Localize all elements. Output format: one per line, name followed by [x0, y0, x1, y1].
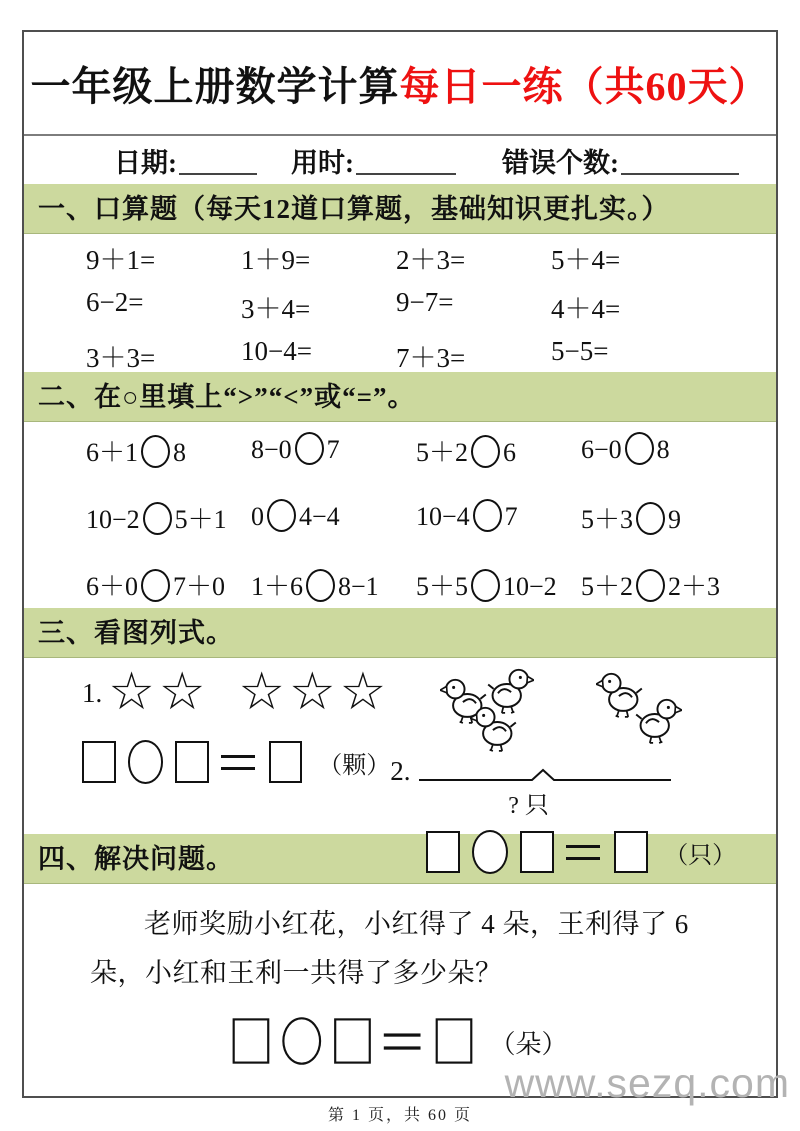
answer-box[interactable] — [269, 741, 303, 783]
oral-problem: 6−2= — [86, 286, 144, 317]
time-blank[interactable] — [356, 145, 456, 175]
unit-label: （朵） — [489, 1030, 568, 1060]
operator-circle[interactable] — [471, 569, 500, 602]
pictorial-item-1 — [82, 664, 391, 834]
underbrace — [416, 767, 674, 783]
equation-template-3 — [0, 1017, 800, 1065]
answer-box[interactable] — [82, 741, 116, 783]
oral-problem: 10−4= — [241, 335, 312, 366]
errors-label: 错误个数: — [502, 147, 619, 178]
operator-box[interactable] — [282, 1017, 321, 1065]
oral-problem: 4＋4= — [551, 293, 621, 324]
star-icon: ☆ — [288, 664, 340, 721]
oral-problem: 5−5= — [551, 335, 609, 366]
solve-section — [24, 884, 790, 1106]
section2-header: 二、在○里填上“>”“<”或“=”。 — [24, 372, 776, 422]
star-icon: ☆ — [238, 664, 289, 721]
oral-problem: 2＋3= — [396, 244, 466, 275]
equation-template-2 — [426, 830, 752, 874]
oral-problems-grid — [24, 234, 776, 372]
section3-header: 三、看图列式。 — [24, 608, 776, 658]
compare-problem: 5＋2 2＋3 — [581, 566, 746, 603]
answer-box[interactable] — [334, 1019, 371, 1064]
date-blank[interactable] — [179, 145, 257, 175]
page-footer: 第 1 页，共 60 页 — [327, 1107, 472, 1124]
equals-sign — [384, 1033, 421, 1049]
unit-label: （颗） — [318, 752, 391, 779]
operator-circle[interactable] — [141, 435, 170, 468]
operator-circle[interactable] — [636, 502, 665, 535]
watermark: www.sezq.com — [504, 1060, 790, 1106]
equation-template-1 — [82, 740, 390, 784]
chick-picture — [426, 670, 752, 756]
compare-problem: 6−0 8 — [581, 432, 746, 469]
operator-box[interactable] — [128, 740, 164, 784]
time-label: 用时: — [291, 147, 354, 178]
oral-problem: 9＋1= — [86, 244, 156, 275]
oral-problem: 3＋4= — [241, 293, 311, 324]
item-number: 1. — [82, 677, 103, 708]
operator-circle[interactable] — [625, 432, 654, 465]
compare-problem: 1＋6 8−1 — [251, 566, 416, 603]
compare-problem: 6＋0 7＋0 — [86, 566, 251, 603]
compare-problem: 10−2 5＋1 — [86, 499, 251, 536]
date-label: 日期: — [114, 147, 177, 178]
answer-box[interactable] — [614, 831, 648, 873]
page-title — [24, 32, 776, 136]
compare-problem: 5＋3 9 — [581, 499, 746, 536]
brace-label: ? 只 — [508, 793, 549, 819]
item-number: 2. — [390, 756, 411, 786]
chick-icon — [634, 696, 682, 744]
operator-circle[interactable] — [267, 499, 296, 532]
compare-problem: 8−0 7 — [251, 432, 416, 469]
operator-circle[interactable] — [295, 432, 324, 465]
pictorial-item-2 — [390, 670, 752, 869]
oral-problem: 7＋3= — [396, 342, 466, 373]
oral-problem: 3＋3= — [86, 342, 156, 373]
oral-problem: 1＋9= — [241, 244, 311, 275]
answer-box[interactable] — [436, 1019, 473, 1064]
chick-icon — [470, 704, 518, 752]
star-icon: ☆ — [108, 664, 159, 721]
answer-box[interactable] — [426, 831, 460, 873]
equals-sign — [566, 845, 600, 860]
compare-problem: 0 4−4 — [251, 499, 416, 536]
unit-label: （只） — [664, 842, 737, 869]
errors-blank[interactable] — [621, 145, 739, 175]
oral-problem: 9−7= — [396, 286, 454, 317]
answer-box[interactable] — [520, 831, 554, 873]
title-red-part: 每日一练（共60天） — [399, 63, 770, 109]
operator-circle[interactable] — [636, 569, 665, 602]
answer-box[interactable] — [233, 1019, 270, 1064]
compare-problem: 6＋1 8 — [86, 432, 251, 469]
equals-sign — [221, 755, 255, 770]
section4-header: 四、解决问题。 — [24, 834, 776, 884]
compare-problem: 10−4 7 — [416, 499, 581, 536]
operator-box[interactable] — [472, 830, 508, 874]
word-problem-text: 老师奖励小红花，小红得了 4 朵，王利得了 6 朵，小红和王利一共得了多少朵？ — [90, 909, 689, 988]
section1-header: 一、口算题（每天12道口算题，基础知识更扎实。） — [24, 184, 776, 234]
info-row — [24, 136, 776, 184]
operator-circle[interactable] — [473, 499, 502, 532]
operator-circle[interactable] — [306, 569, 335, 602]
compare-problem: 5＋5 10−2 — [416, 566, 581, 603]
operator-circle[interactable] — [141, 569, 170, 602]
compare-problem: 5＋2 6 — [416, 432, 581, 469]
oral-problem: 5＋4= — [551, 244, 621, 275]
worksheet-sheet — [22, 30, 790, 1106]
star-icon: ☆ — [339, 664, 391, 721]
title-black-part: 一年级上册数学计算 — [30, 63, 400, 109]
operator-circle[interactable] — [143, 502, 172, 535]
compare-problems-grid — [24, 422, 776, 608]
answer-box[interactable] — [175, 741, 209, 783]
operator-circle[interactable] — [471, 435, 500, 468]
star-icon: ☆ — [158, 664, 210, 721]
